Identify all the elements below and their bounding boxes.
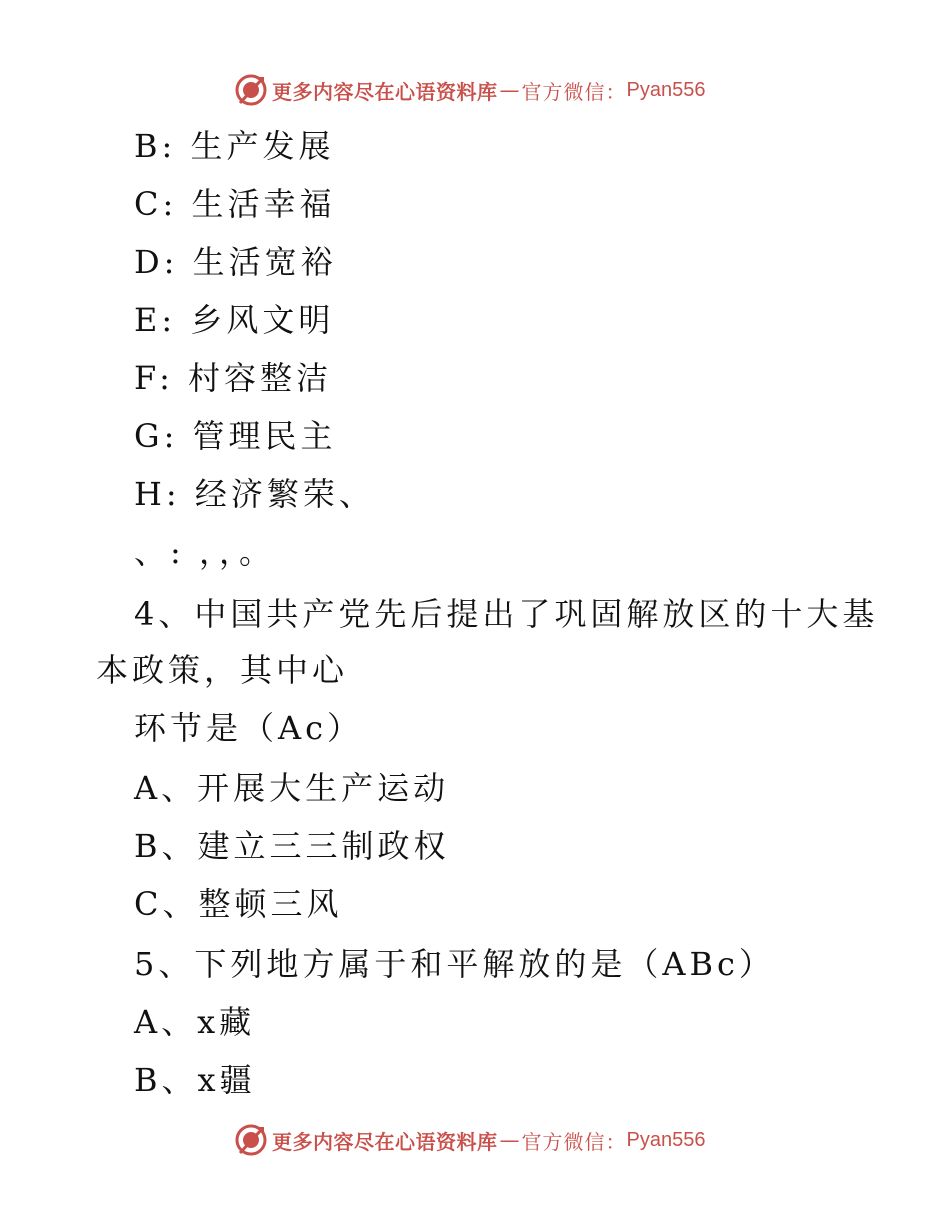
option-line: F: 村容整洁 [134,359,333,397]
watermark-wechat-label: 官方微信： [521,79,627,104]
option-line: G: 管理民主 [134,417,337,455]
watermark-dash: — [499,1128,520,1152]
watermark-dash: — [499,78,520,102]
option-line: H: 经济繁荣、 [134,475,375,513]
option-line: D: 生活宽裕 [134,243,337,281]
question-4-answer: 环节是（Ac） [134,709,364,747]
watermark-brand: 更多内容尽在心语资料库 [272,1129,498,1154]
option-line: B、x疆 [134,1061,256,1099]
question-4-text-cont: 本政策，其中心 [96,651,349,689]
header-watermark [234,70,705,110]
question-4-text: 4、中国共产党先后提出了巩固解放区的十大基 [134,595,879,633]
watermark-wechat-id: Pyan556 [626,1128,706,1151]
watermark-wechat-label: 官方微信： [521,1129,627,1154]
option-line: B: 生产发展 [134,127,335,165]
option-line: C: 生活幸福 [134,185,336,223]
question-5-text: 5、下列地方属于和平解放的是（ABc） [134,945,775,983]
watermark-brand: 更多内容尽在心语资料库 [272,79,498,104]
option-line: C、整顿三风 [134,885,343,923]
option-line: A、x藏 [134,1003,256,1041]
footer-watermark [234,1120,705,1160]
option-line: B、建立三三制政权 [134,827,450,865]
watermark-wechat-id: Pyan556 [626,78,706,101]
quill-logo-icon [234,1123,268,1157]
option-line: E: 乡风文明 [134,301,335,339]
quill-logo-icon [234,73,268,107]
option-line: A、开展大生产运动 [134,769,450,807]
punctuation-line: 、: ，，。 [134,533,275,571]
